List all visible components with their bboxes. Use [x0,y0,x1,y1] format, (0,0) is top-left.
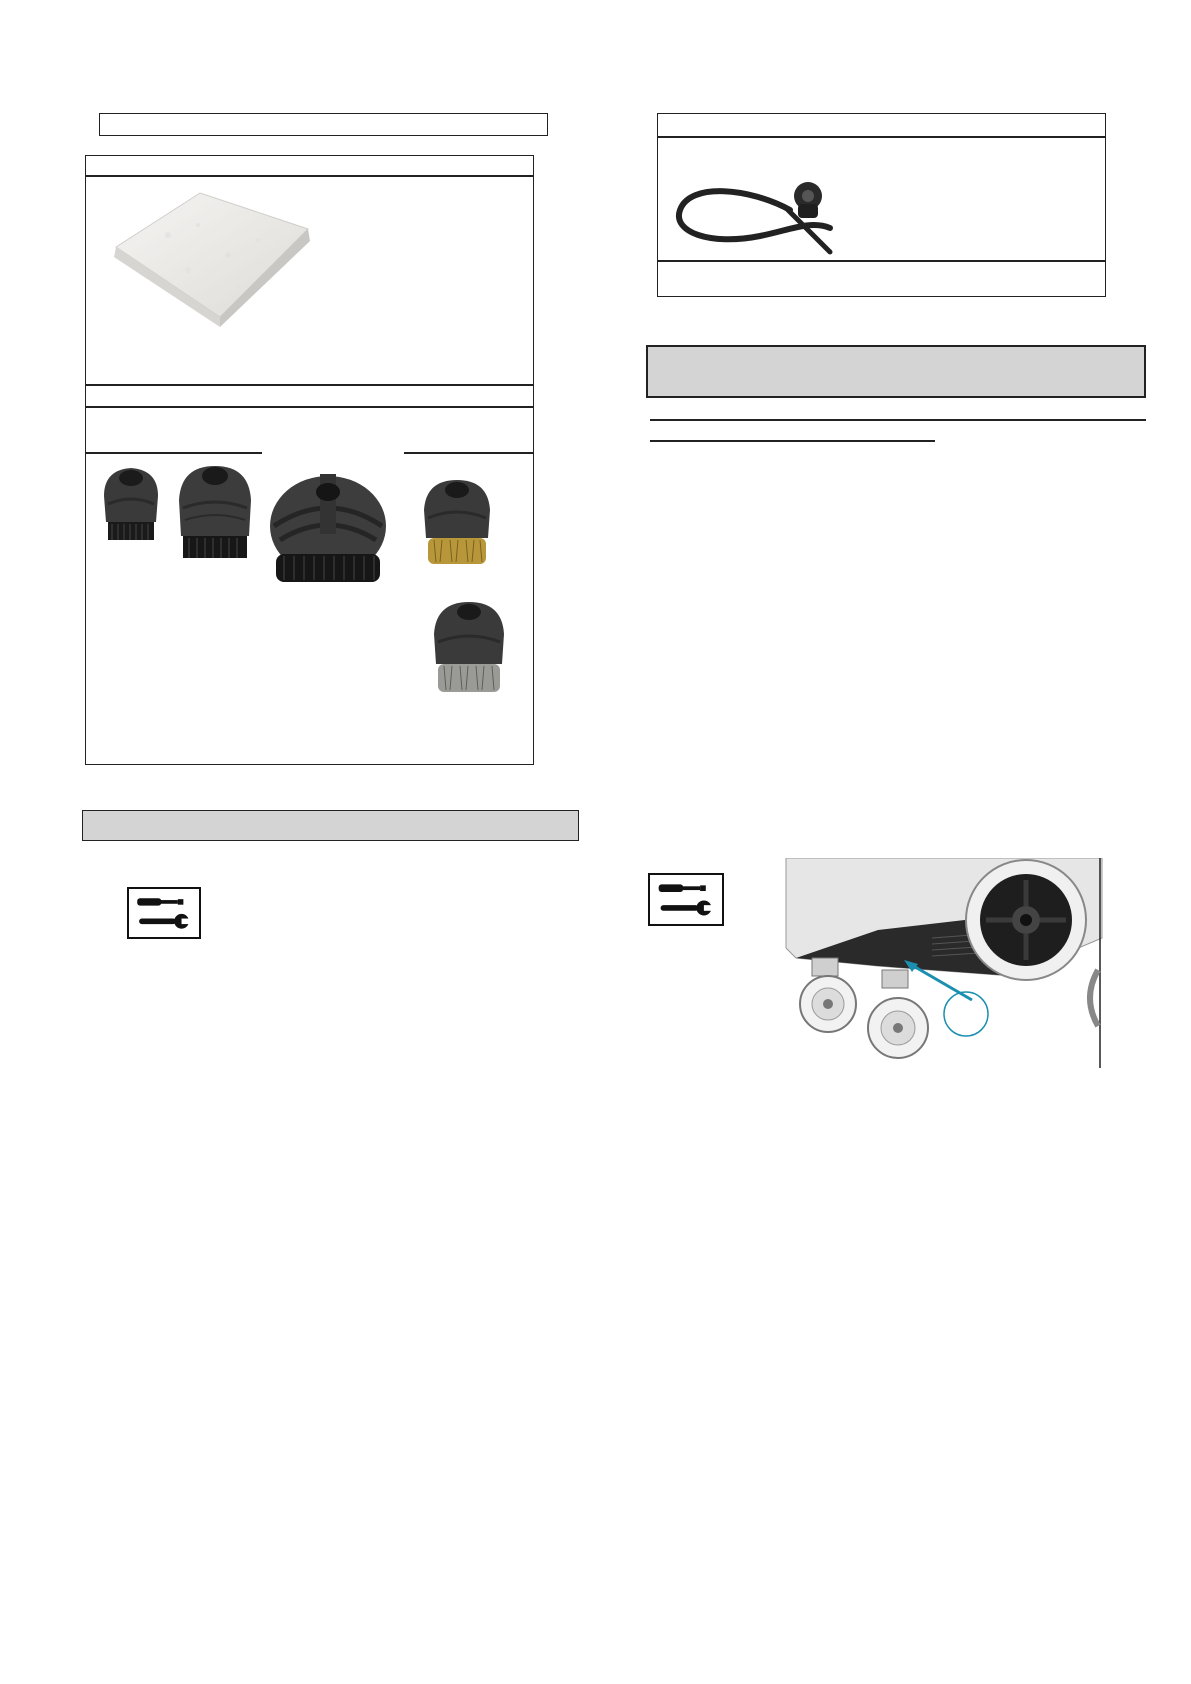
microfiber-cloth-image [108,185,313,333]
steel-wire-brush-image [430,598,508,696]
hose-table-divider-top [657,136,1106,138]
right-underline-2 [650,440,935,442]
accessory-table-divider-2 [85,384,534,386]
accessory-table-divider-4a [85,452,262,454]
hose-table-divider-bottom [657,260,1106,262]
small-round-brush-image [100,464,162,544]
machine-underside-with-wheels-image [782,858,1106,1070]
accessory-table-divider-1 [85,175,534,177]
left-header-box [99,113,548,136]
screwdriver-wrench-icon [127,887,201,939]
right-section-bar [646,345,1146,398]
large-round-brush-image [268,470,388,585]
screwdriver-wrench-icon [648,873,724,926]
left-section-bar [82,810,579,841]
brass-wire-brush-image [420,476,494,568]
accessory-table-divider-3 [85,406,534,408]
medium-round-brush-image [175,462,255,562]
right-underline-1 [650,419,1146,421]
hose-with-valve-image [670,170,850,258]
accessory-table-divider-4b [404,452,534,454]
